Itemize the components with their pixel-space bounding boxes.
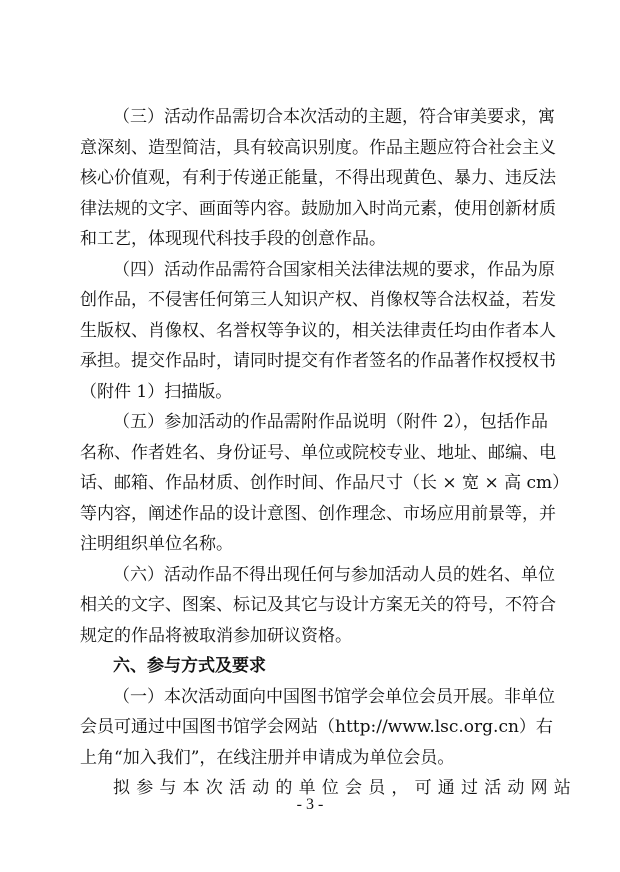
paragraph-line: 拟参与本次活动的单位会员，可通过活动网站 bbox=[113, 778, 577, 798]
paragraph-line: 承担。提交作品时，请同时提交有作者签名的作品著作权授权书 bbox=[80, 351, 556, 371]
paragraph-line: （四）活动作品需符合国家相关法律法规的要求，作品为原 bbox=[113, 259, 555, 280]
paragraph-line: 核心价值观，有利于传递正能量，不得出现黄色、暴力、违反法 bbox=[80, 168, 556, 188]
paragraph-line: 和工艺，体现现代科技手段的创意作品。 bbox=[80, 229, 386, 249]
page-number: - 3 - bbox=[296, 796, 324, 813]
paragraph-line: 意深刻、造型简洁，具有较高识别度。作品主题应符合社会主义 bbox=[80, 137, 556, 158]
paragraph-line: （五）参加活动的作品需附作品说明（附件 2），包括作品 bbox=[113, 412, 548, 432]
paragraph-line: 规定的作品将被取消参加研议资格。 bbox=[80, 625, 352, 646]
paragraph-line: （附件 1）扫描版。 bbox=[80, 381, 233, 402]
section-heading: 六、参与方式及要求 bbox=[113, 656, 266, 676]
paragraph-line: （六）活动作品不得出现任何与参加活动人员的姓名、单位 bbox=[113, 564, 555, 585]
paragraph-line: 等内容，阐述作品的设计意图、创作理念、市场应用前景等，并 bbox=[80, 503, 556, 524]
paragraph-line: 律法规的文字、画面等内容。鼓励加入时尚元素，使用创新材质 bbox=[80, 198, 556, 219]
paragraph-line: 会员可通过中国图书馆学会网站（http://www.lsc.org.cn）右 bbox=[80, 717, 553, 737]
paragraph-line: 注明组织单位名称。 bbox=[80, 534, 233, 554]
paragraph-line: （三）活动作品需切合本次活动的主题，符合审美要求，寓 bbox=[113, 107, 555, 127]
paragraph-line: 生版权、肖像权、名誉权等争议的，相关法律责任均由作者本人 bbox=[80, 320, 556, 341]
paragraph-line: 相关的文字、图案、标记及其它与设计方案无关的符号，不符合 bbox=[80, 595, 556, 615]
paragraph-line: 名称、作者姓名、身份证号、单位或院校专业、地址、邮编、电 bbox=[80, 442, 556, 463]
paragraph-line: （一）本次活动面向中国图书馆学会单位会员开展。非单位 bbox=[113, 686, 555, 707]
paragraph-line: 话、邮箱、作品材质、创作时间、作品尺寸（长 × 宽 × 高 cm） bbox=[80, 473, 570, 493]
paragraph-line: 创作品，不侵害任何第三人知识产权、肖像权等合法权益，若发 bbox=[80, 290, 556, 310]
paragraph-line: 上角“加入我们”，在线注册并申请成为单位会员。 bbox=[80, 747, 455, 768]
